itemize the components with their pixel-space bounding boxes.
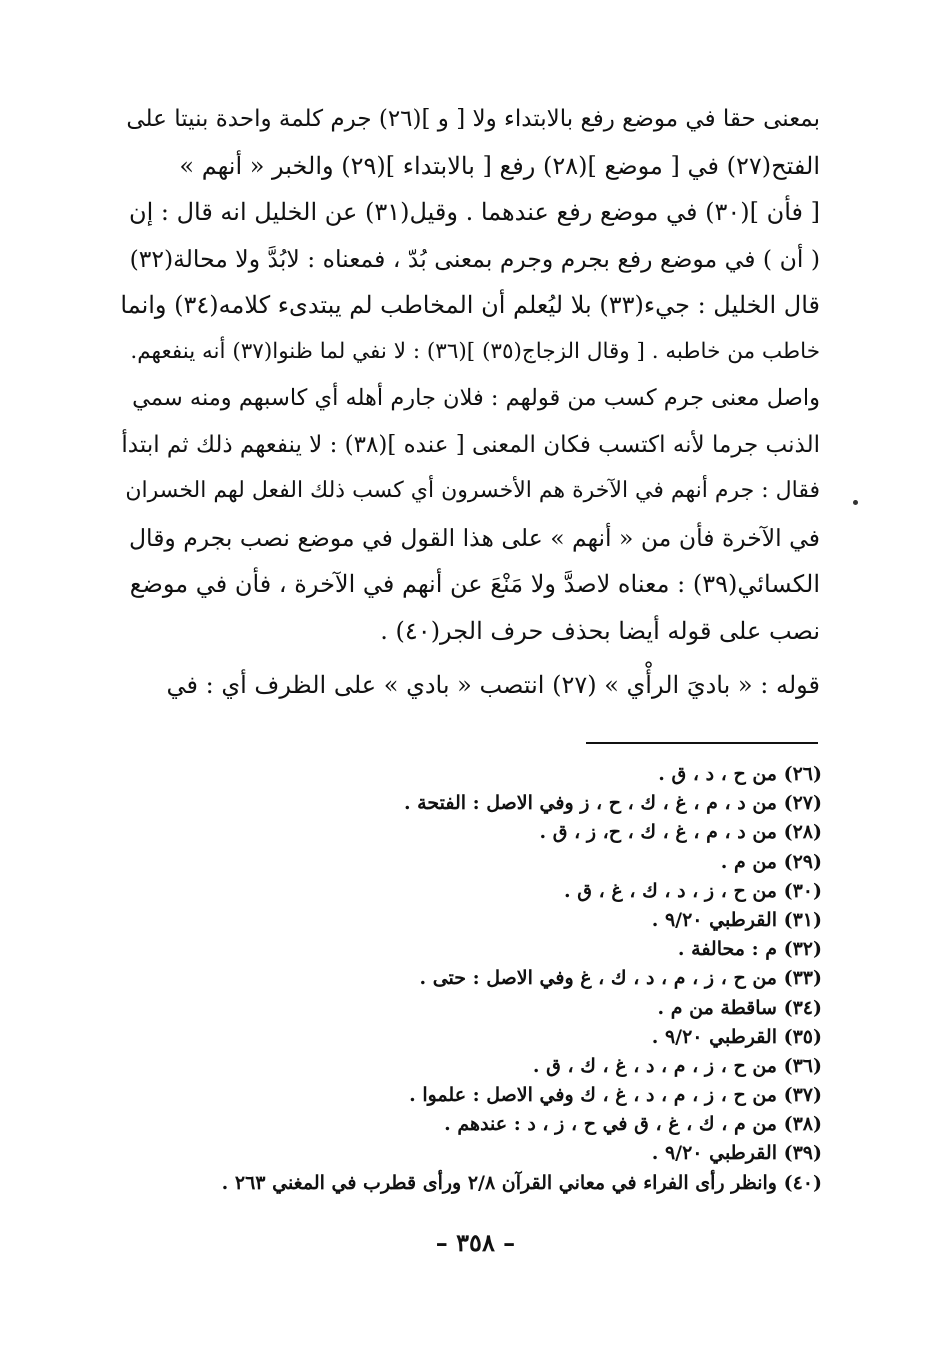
main-text-line-11: الكسائي(٣٩) : معناه لاصدَّ ولا مَنْعَ عن أنهم في الآخرة ، فأن في موضع — [129, 570, 820, 598]
footnote-34: (٣٤) ساقطة من م . — [657, 996, 822, 1019]
main-text-line-4: ( أن ) في موضع رفع بجرم وجرم بمعنى بُدّ ، فمعناه : لابُدَّ ولا محالة(٣٢) — [129, 244, 820, 273]
footnote-27: (٢٧) من د ، م ، غ ، ك ، ح ، ز وفي الاصل : الفتحة . — [403, 792, 822, 815]
footnote-29: (٢٩) من م . — [720, 850, 822, 873]
footnote-30: (٣٠) من ح ، ز ، د ، ك ، غ ، ق . — [564, 879, 822, 902]
main-text-line-13: قوله : « باديَ الرأْي » (٢٧) انتصب « بادي » على الظرف أي : في — [166, 671, 820, 699]
main-text-block — [120, 96, 820, 709]
main-text-line-5: قال الخليل : جيء(٣٣) بلا ليُعلم أن المخاطب لم يبتدىء كلامه(٣٤) وانما — [120, 291, 820, 319]
footnote-37: (٣٧) من ح ، ز ، م ، د ، غ ، ك وفي الاصل : علموا . — [409, 1084, 822, 1107]
footnote-33: (٣٣) من ح ، ز ، م ، د ، ك ، غ وفي الاصل : حتى . — [419, 967, 822, 990]
footnote-38: (٣٨) من م ، ك ، غ ، ق في ح ، ز ، د : عندهم . — [444, 1113, 822, 1136]
main-text-line-10: في الآخرة فأن من « أنهم » على هذا القول في موضع نصب بجرم وقال — [128, 523, 820, 552]
main-text-line-9: فقال : جرم أنهم في الآخرة هم الأخسرون أي كسب ذلك الفعل لهم الخسران — [125, 478, 820, 503]
main-text-line-2: الفتح(٢٧) في [ موضع ](٢٨) رفع [ بالابتداء ](٢٩) والخبر « أنهم » — [179, 151, 820, 180]
footnotes-block — [120, 760, 822, 1198]
main-text-line-8: الذنب جرما لأنه اكتسب فكان المعنى [ عنده ](٣٨) : لا ينفعهم ذلك ثم ابتدأ — [121, 431, 820, 458]
footnote-39: (٣٩) القرطبي ٩/٢٠ . — [651, 1142, 822, 1165]
margin-mark — [853, 500, 858, 505]
main-text-line-12: نصب على قوله أيضا بحذف حرف الجر(٤٠) . — [380, 616, 820, 645]
main-text-line-6: خاطب من خاطبه . [ وقال الزجاج(٣٥) ](٣٦) : لا نفي لما ظنوا(٣٧) أنه ينفعهم. — [130, 338, 820, 364]
page-number: – ٣٥٨ – — [435, 1228, 516, 1257]
main-text-line-1: بمعنى حقا في موضع رفع بالابتداء ولا [ و ](٢٦) جرم كلمة واحدة بنيتا على — [126, 106, 820, 132]
footnote-31: (٣١) القرطبي ٩/٢٠ . — [651, 908, 822, 931]
footnote-26: (٢٦) من ح ، د ، ق . — [658, 763, 822, 785]
footnote-35: (٣٥) القرطبي ٩/٢٠ . — [651, 1025, 822, 1048]
main-text-line-7: واصل معنى جرم كسب من قولهم : فلان جارم أهله أي كاسبهم ومنه سمي — [132, 385, 820, 411]
footnote-28: (٢٨) من د ، م ، غ ، ك ، ح، ز ، ق . — [539, 821, 822, 844]
footnote-36: (٣٦) من ح ، ز ، م ، د ، غ ، ك ، ق . — [532, 1054, 822, 1077]
footnote-separator — [586, 742, 818, 744]
footnote-40: (٤٠) وانظر رأى الفراء في معاني القرآن ٢/٨ ورأى قطرب في المغني ٢٦٣ . — [221, 1171, 822, 1194]
main-text-line-3: [ فأن ](٣٠) في موضع رفع عندهما . وقيل(٣١) عن الخليل انه قال : إن — [128, 198, 820, 226]
footnote-32: (٣٢) م : محالفة . — [677, 938, 822, 961]
